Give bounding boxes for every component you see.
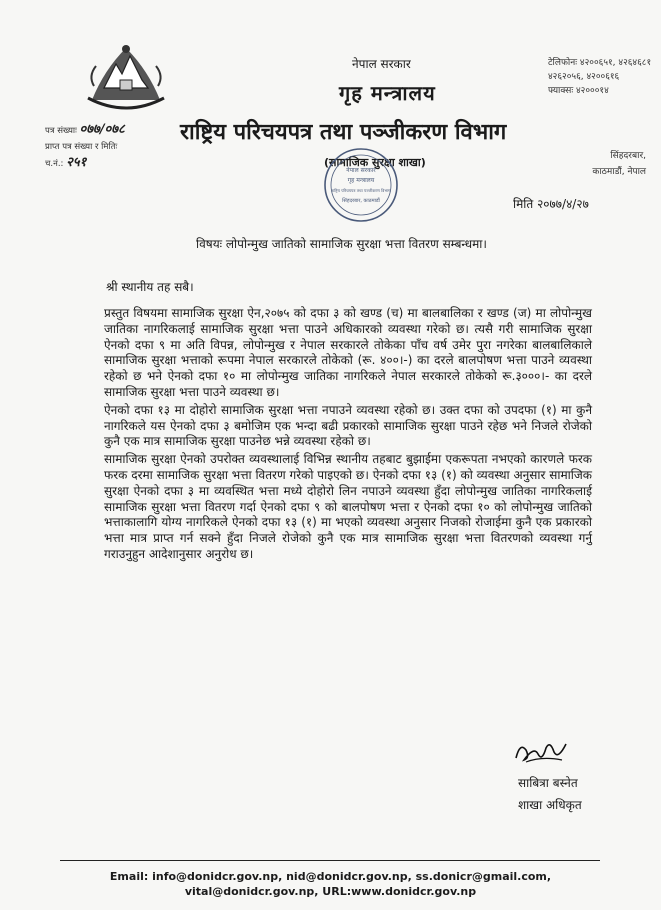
subject-line: विषयः लोपोन्मुख जातिको सामाजिक सुरक्षा भत्ता वितरण सम्बन्धमा। <box>196 237 487 251</box>
letter-number-label: पत्र संख्याः <box>45 126 77 136</box>
date-row <box>513 195 589 212</box>
signature <box>512 738 570 766</box>
section-name: (सामाजिक सुरक्षा शाखा) <box>324 156 426 169</box>
seal-line-4: सिंहदरबार, काठमाडौं <box>342 198 380 204</box>
address-line-1: सिंहदरबार, <box>610 151 646 161</box>
date-value: २०७७/४/२७ <box>537 197 589 211</box>
body-paragraph-1: प्रस्तुत विषयमा सामाजिक सुरक्षा ऐन,२०७५ को दफा ३ को खण्ड (च) मा बालबालिका र खण्ड (ज) मा लोपोन्मुख जातिका नागरिकलाई सामाजिक सुरक्षा भत्ता पाउने अधिकारको व्यवस्था गरेको छ। त्यसै गरी सामाजिक सुरक्षा ऐनको दफा ९ मा अति विपन्न, लोपोन्मुख र नेपाल सरकारले तोकेका पाँच वर्ष उमेर पुरा नगरेका बालबालिकाले सामाजिक सुरक्षा भत्ताको रूपमा नेपाल सरकारले तोकेको (रू. ४००।-) का दरले बालपोषण भत्ता पाउने व्यवस्था रहेको छ भने ऐनको दफा १० मा लोपोन्मुख जातिका नागरिकले नेपाल सरकारले तोकेको रू.३०००।- का दरले सामाजिक सुरक्षा भत्ता पाउने व्यवस्था छ। <box>104 306 592 399</box>
address-line-2: काठमाडौं, नेपाल <box>592 167 646 177</box>
telephone-line-2: ४२६२०५६, ४२००६१६ <box>548 72 620 82</box>
reference-block <box>45 122 125 172</box>
nepal-emblem-logo <box>84 40 168 116</box>
seal-line-2: गृह मन्त्रालय <box>347 177 375 184</box>
government-name: नेपाल सरकार <box>352 57 411 71</box>
contact-block <box>548 56 651 98</box>
letter-number-row <box>45 122 125 139</box>
fax-line: फ्याक्सः ४२०००१४ <box>548 86 609 96</box>
office-address <box>546 148 646 180</box>
telephone-line-1: टेलिफोनः ४२००६५१, ४२६४६८१ <box>548 58 652 68</box>
letter-body <box>104 306 592 565</box>
footer-contact <box>0 869 661 899</box>
footer-email-line: Email: info@donidcr.gov.np, nid@donidcr.gov.np, ss.donicr@gmail.com, <box>109 870 552 883</box>
footer-url-line: vital@donidcr.gov.np, URL:www.donidcr.gov.np <box>184 885 477 898</box>
office-seal-stamp <box>322 146 400 224</box>
signatory-block <box>518 772 582 816</box>
seal-line-3: राष्ट्रिय परिचयपत्र तथा पञ्जीकरण विभाग <box>331 188 391 193</box>
letter-number-value: ०७७/०७८ <box>79 122 125 137</box>
body-paragraph-3: सामाजिक सुरक्षा ऐनको उपरोक्त व्यवस्थालाई विभिन्न स्थानीय तहबाट बुझाईमा एकरूपता नभएको कारणले फरक फरक दरमा सामाजिक सुरक्षा भत्ता वितरण गरेको पाइएको छ। ऐनको दफा १३ (१) को व्यवस्था अनुसार सामाजिक सुरक्षा ऐनको दफा ३ मा व्यवस्थित भत्ता मध्ये दोहोरो लिन नपाउने व्यवस्था हुँदा लोपोन्मुख जातिका नागरिकलाई सामाजिक सुरक्षा भत्ता वितरण गर्दा ऐनको दफा ९ को बालपोषण भत्ता र ऐनको दफा १० को लोपोन्मुख जातिको भत्ताकालागि योग्य नागरिकले ऐनको दफा १३ (१) मा भएको व्यवस्था अनुसार निजको रोजाईमा कुनै एक प्रकारको भत्ता मात्र प्राप्त गर्न सक्ने हुँदा निजले रोजेको कुनै एक मात्र सामाजिक सुरक्षा भत्ता वितरणको व्यवस्था गर्नु गराउनुहुन आदेशानुसार अनुरोध छ। <box>104 452 592 561</box>
seal-line-1: नेपाल सरकार <box>346 167 376 174</box>
dispatch-number-value: २५१ <box>66 155 87 170</box>
ministry-name: गृह मन्त्रालय <box>339 81 436 105</box>
department-name: राष्ट्रिय परिचयपत्र तथा पञ्जीकरण विभाग <box>180 120 507 145</box>
received-letter-label: प्राप्त पत्र संख्या र मितिः <box>45 142 118 152</box>
body-paragraph-2: ऐनको दफा १३ मा दोहोरो सामाजिक सुरक्षा भत्ता नपाउने व्यवस्था रहेको छ। उक्त दफा को उपदफा (१) मा कुनै नागरिकले यस ऐनको दफा ३ बमोजिम एक भन्दा बढी प्रकारको सामाजिक सुरक्षा पाउने रहेछ भने निजले रोजेको कुनै एक मात्र सामाजिक सुरक्षा पाउनेछ भन्ने व्यवस्था रहेको छ। <box>104 402 592 449</box>
signatory-name: साबित्रा बस्नेत <box>518 776 578 790</box>
addressee: श्री स्थानीय तह सबै। <box>106 280 194 294</box>
dispatch-number-label: च.नं.: <box>45 159 64 169</box>
date-label: मिति <box>513 197 534 211</box>
dispatch-number-row <box>45 155 125 172</box>
footer-divider <box>60 860 600 861</box>
signatory-title: शाखा अधिकृत <box>518 798 582 812</box>
